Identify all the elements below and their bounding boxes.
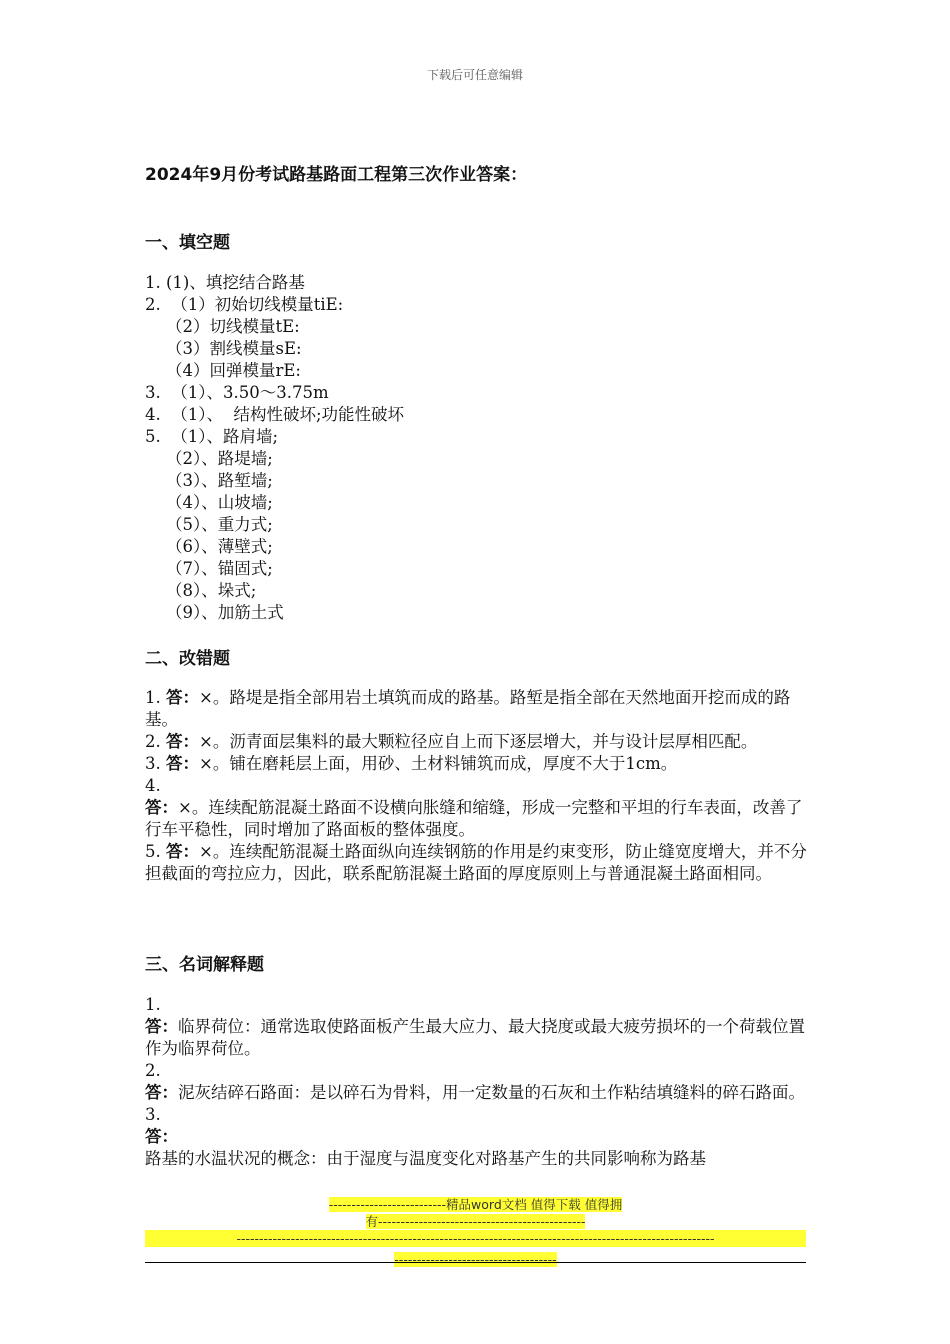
- item-number: 3.: [145, 1105, 161, 1124]
- answer-label: 答：: [145, 1083, 178, 1102]
- section-heading-fill-in: 一、填空题: [145, 233, 230, 253]
- item-number: 1.: [145, 995, 161, 1014]
- answer-text: ×。连续配筋混凝土路面不设横向胀缝和缩缝，形成一完整和平坦的行车表面，改善了行车平稳性，同时增加了路面板的整体强度。: [145, 798, 803, 839]
- footer-line: --------------------------精品word文档 值得下载 值得拥: [328, 1197, 623, 1212]
- list-item: 1. (1)、填挖结合路基: [145, 273, 305, 292]
- answer-label: 答：: [166, 688, 199, 707]
- answer-text: ×。铺在磨耗层上面，用砂、土材料铺筑而成，厚度不大于1cm。: [199, 754, 678, 773]
- list-item: 2. （1）初始切线模量tiE:: [145, 295, 344, 314]
- answer-text: 路基的水温状况的概念：由于湿度与温度变化对路基产生的共同影响称为路基: [145, 1149, 706, 1168]
- list-item: [145, 687, 810, 731]
- list-item: （2）切线模量tE:: [145, 317, 300, 336]
- list-item: （5）、重力式;: [145, 515, 273, 534]
- footer-line: ------------------------------------: [394, 1252, 557, 1267]
- list-item: （4）回弹模量rE:: [145, 361, 301, 380]
- answer-label: 答：: [145, 1017, 178, 1036]
- list-item: [145, 775, 810, 841]
- footer-line: 有----------------------------------------------: [365, 1214, 586, 1229]
- answer-text: 泥灰结碎石路面：是以碎石为骨料，用一定数量的石灰和土作粘结填缝料的碎石路面。: [178, 1083, 805, 1102]
- list-item: （3）割线模量sE:: [145, 339, 302, 358]
- section-heading-correction: 二、改错题: [145, 649, 230, 669]
- list-item: [145, 1060, 810, 1104]
- item-number: 1.: [145, 688, 166, 707]
- answer-text: ×。沥青面层集料的最大颗粒径应自上而下逐层增大，并与设计层厚相匹配。: [199, 732, 758, 751]
- item-number: 5.: [145, 842, 166, 861]
- list-item: （4）、山坡墙;: [145, 493, 273, 512]
- answer-text: ×。路堤是指全部用岩土填筑而成的路基。路堑是指全部在天然地面开挖而成的路基。: [145, 688, 791, 729]
- list-item: [145, 731, 810, 753]
- answer-text: ×。连续配筋混凝土路面纵向连续钢筋的作用是约束变形，防止缝宽度增大，并不分担截面的弯拉应力，因此，联系配筋混凝土路面的厚度原则上与普通混凝土路面相同。: [145, 842, 807, 883]
- list-item: （2）、路堤墙;: [145, 449, 273, 468]
- footer-banner: [145, 1196, 806, 1268]
- list-item: （7）、锚固式;: [145, 559, 273, 578]
- answer-label: 答：: [166, 732, 199, 751]
- answer-label: 答：: [166, 754, 199, 773]
- footer-line: ----------------------------------------------------------------------------------------------------------: [145, 1230, 806, 1247]
- item-number: 2.: [145, 1061, 161, 1080]
- item-number: 2.: [145, 732, 166, 751]
- page-header: 下载后可任意编辑: [426, 68, 523, 82]
- answer-label: 答：: [145, 1127, 178, 1146]
- answer-label: 答：: [166, 842, 199, 861]
- list-item: （3）、路堑墙;: [145, 471, 273, 490]
- answer-text: 临界荷位：通常选取使路面板产生最大应力、最大挠度或最大疲劳损坏的一个荷载位置作为临界荷位。: [145, 1017, 805, 1058]
- list-item: [145, 1104, 810, 1170]
- list-item: [145, 753, 810, 775]
- list-item: （8）、垛式;: [145, 581, 257, 600]
- list-item: [145, 994, 810, 1060]
- footer-divider: [145, 1262, 806, 1263]
- list-item: 3. （1）、3.50～3.75m: [145, 383, 329, 402]
- fill-in-answer-list: [145, 272, 810, 624]
- answer-label: 答：: [145, 798, 178, 817]
- list-item: 5. （1）、路肩墙;: [145, 427, 279, 446]
- correction-answer-list: [145, 687, 810, 885]
- item-number: 3.: [145, 754, 166, 773]
- list-item: （9）、加筋土式: [145, 603, 284, 622]
- document-title: 2024年9月份考试路基路面工程第三次作业答案：: [145, 165, 528, 185]
- list-item: [145, 841, 810, 885]
- terms-answer-list: [145, 994, 810, 1170]
- list-item: 4. （1）、 结构性破坏;功能性破坏: [145, 405, 405, 424]
- section-heading-terms: 三、名词解释题: [145, 955, 264, 975]
- list-item: （6）、薄壁式;: [145, 537, 273, 556]
- item-number: 4.: [145, 776, 161, 795]
